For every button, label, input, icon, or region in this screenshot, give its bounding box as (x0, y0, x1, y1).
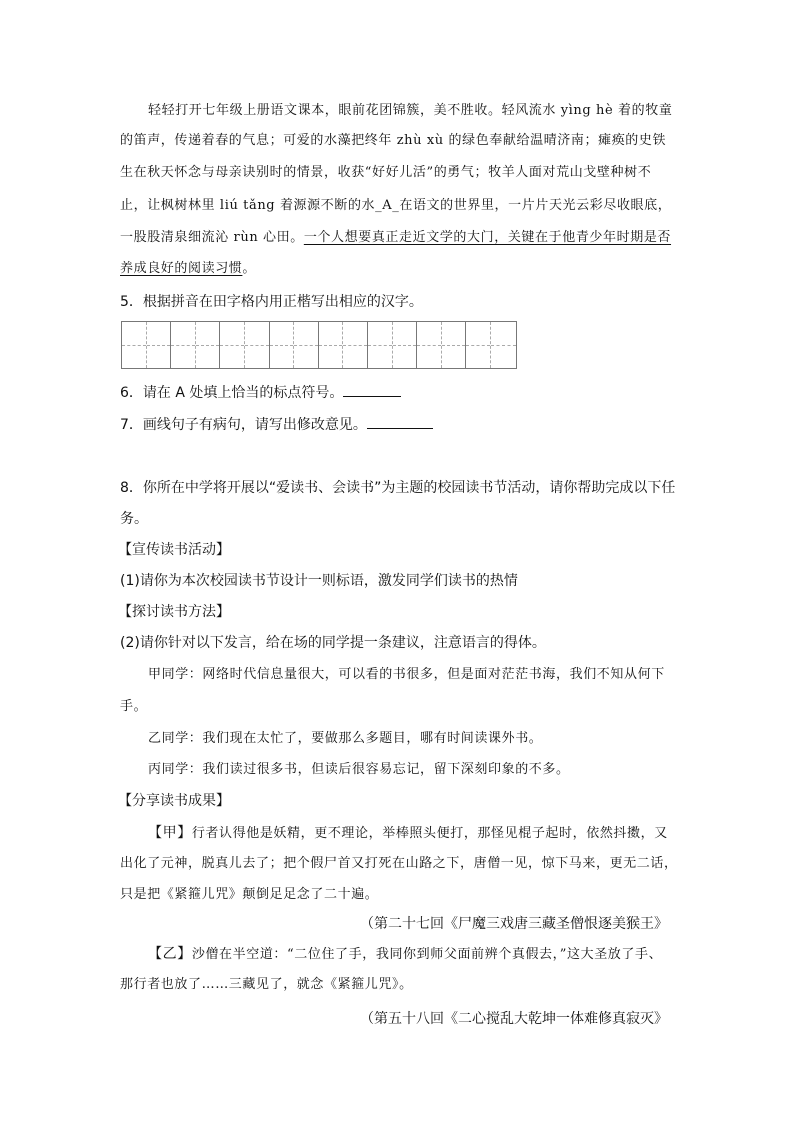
excerpt-a-line-1 (148, 823, 668, 844)
grid-cell[interactable] (393, 322, 418, 368)
excerpt-b-label: 【乙】 (148, 946, 192, 962)
task-1: (1)请你为本次校园读书节设计一则标语，激发同学们读书的热情 (120, 573, 518, 589)
underlined-sentence-end: 养成良好的阅读习惯 (120, 261, 243, 276)
grid-cell[interactable] (270, 322, 295, 368)
question-7-text: 7．画线句子有病句，请写出修改意见。 (120, 417, 367, 433)
passage-plain-text: 一股股清泉细流沁 rùn 心田。 (120, 230, 304, 245)
grid-cell[interactable] (171, 322, 196, 368)
passage-line-3: 生在秋天怀念与母亲诀别时的情景，收获“好好儿活”的勇气；牧羊人面对荒山戈壁种树不 (120, 165, 652, 180)
section-title-methods: 【探讨读书方法】 (118, 604, 230, 620)
grid-cell[interactable] (417, 322, 442, 368)
grid-cell[interactable] (319, 322, 344, 368)
passage-line-4: 止，让枫树林里 liú tǎng 着源源不断的水_A_在语文的世界里，一片片天光云彩尽收眼底， (120, 198, 672, 213)
passage-line-6 (120, 259, 256, 279)
passage-line-1: 轻轻打开七年级上册语文课本，眼前花团锦簇，美不胜收。轻风流水 yìng hè 着的牧童 (148, 103, 673, 118)
student-bing: 丙同学：我们读过很多书，但读后很容易忘记，留下深刻印象的不多。 (148, 762, 570, 777)
passage-line-5 (120, 228, 671, 248)
grid-cell[interactable] (245, 322, 270, 368)
period: 。 (242, 261, 257, 276)
excerpt-a-line-3: 只是把《紧箍儿咒》颠倒足足念了二十遍。 (120, 887, 379, 902)
grid-cell[interactable] (122, 322, 147, 368)
grid-cell[interactable] (442, 322, 467, 368)
student-jia-line-2: 手。 (120, 699, 148, 714)
student-yi: 乙同学：我们现在太忙了，要做那么多题目，哪有时间读课外书。 (148, 731, 543, 746)
underlined-sentence: 一个人想要真正走近文学的大门，关键在于他青少年时期是否 (303, 230, 672, 245)
grid-cell[interactable] (491, 322, 516, 368)
section-title-publicity: 【宣传读书活动】 (118, 542, 230, 558)
excerpt-a-text-1: 行者认得他是妖精，更不理论，举棒照头便打，那怪见棍子起时，依然抖擞，又 (191, 826, 668, 841)
tianzige-grid[interactable] (121, 321, 517, 369)
question-7 (120, 415, 433, 435)
excerpt-b-text-1: 沙僧在半空道：“二位住了手，我同你到师父面前辨个真假去，”这大圣放了手、 (191, 947, 663, 962)
excerpt-b-line-1 (148, 944, 662, 965)
section-title-sharing: 【分享读书成果】 (118, 793, 230, 809)
grid-cell[interactable] (343, 322, 368, 368)
excerpt-b-source: （第五十八回《二心搅乱大乾坤一体难修真寂灭》 (360, 1011, 668, 1027)
excerpt-a-source: （第二十七回《尸魔三戏唐三藏圣僧恨逐美猴王》 (360, 916, 668, 932)
question-5: 5．根据拼音在田字格内用正楷写出相应的汉字。 (120, 294, 423, 310)
excerpt-a-label: 【甲】 (148, 825, 192, 841)
question-6-text: 6．请在 A 处填上恰当的标点符号。 (120, 385, 344, 401)
answer-blank-7[interactable] (367, 416, 433, 429)
passage-line-2: 的笛声，传递着春的气息；可爱的水藻把终年 zhù xù 的绿色奉献给温晴济南；瘫痪的史铁 (120, 133, 667, 148)
answer-blank-6[interactable] (343, 384, 401, 397)
grid-cell[interactable] (368, 322, 393, 368)
grid-cell[interactable] (220, 322, 245, 368)
excerpt-b-line-2: 那行者也放了……三藏见了，就念《紧箍儿咒》。 (120, 977, 413, 992)
grid-cell[interactable] (196, 322, 221, 368)
question-6 (120, 383, 401, 403)
grid-cell[interactable] (294, 322, 319, 368)
student-jia-line-1: 甲同学：网络时代信息量很大，可以看的书很多，但是面对茫茫书海，我们不知从何下 (148, 667, 665, 682)
question-8-line-1: 8．你所在中学将开展以“爱读书、会读书”为主题的校园读书节活动，请你帮助完成以下任 (120, 480, 676, 496)
task-2: (2)请你针对以下发言，给在场的同学提一条建议，注意语言的得体。 (120, 635, 546, 651)
question-8-line-2: 务。 (120, 511, 148, 527)
grid-cell[interactable] (147, 322, 172, 368)
grid-cell[interactable] (466, 322, 491, 368)
excerpt-a-line-2: 出化了元神，脱真儿去了；把个假尸首又打死在山路之下，唐僧一见，惊下马来，更无二话， (120, 856, 678, 871)
